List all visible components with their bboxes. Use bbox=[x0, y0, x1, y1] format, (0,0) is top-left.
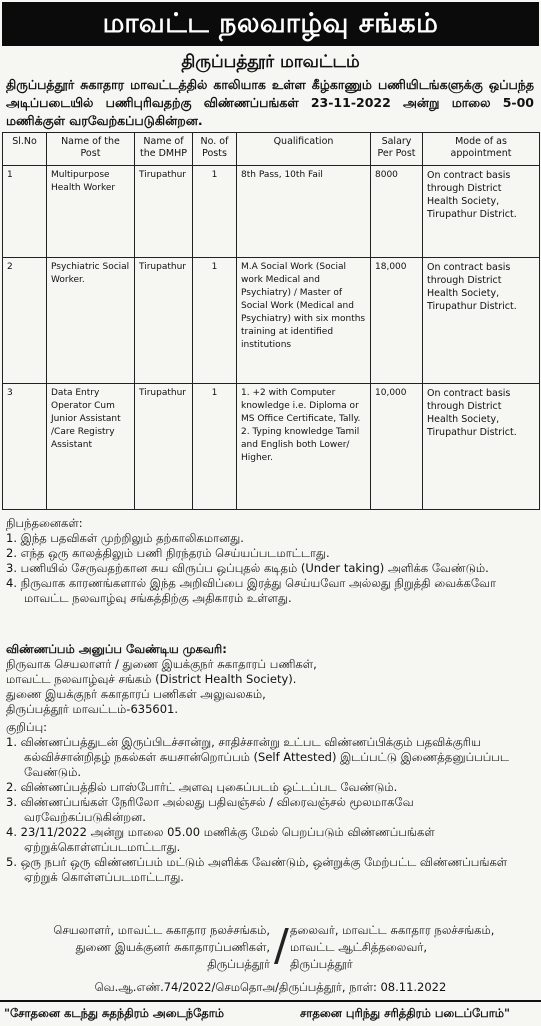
row-mode: On contract basis through District Health Society, Tirupathur District. bbox=[423, 384, 540, 510]
row-post: Multipurpose Health Worker bbox=[47, 166, 135, 258]
row-dmhp: Tirupathur bbox=[135, 258, 193, 384]
note-item: 2. விண்ணப்பத்தில் பாஸ்போர்ட் அளவு புகைப்படம் ஒட்டப்பட வேண்டும். bbox=[6, 780, 398, 794]
conditions-heading: நிபந்தனைகள்: bbox=[6, 516, 83, 530]
note-item: 5. ஒரு நபர் ஒரு விண்ணப்பம் மட்டும் அளிக்க வேண்டும், ஒன்றுக்கு மேற்பட்ட விண்ணப்பங்கள் ஏற்றுக் கொள்ளப்படமாட்டாது. bbox=[6, 855, 508, 884]
address-line: திருப்பத்தூர் மாவட்டம்-635601. bbox=[6, 702, 179, 716]
address-section bbox=[6, 642, 536, 717]
slogan-right: சாதனை புரிந்து சரித்திரம் படைப்போம்" bbox=[300, 1006, 510, 1020]
signature-left-line: துணை இயக்குனர் சுகாதாரப்பணிகள், bbox=[75, 940, 270, 954]
row-dmhp: Tirupathur bbox=[135, 384, 193, 510]
header-slno: Sl.No bbox=[3, 133, 47, 166]
row-posts: 1 bbox=[193, 166, 237, 258]
row-qualification: M.A Social Work (Social work Medical and Psychiatry) / Master of Social Work (Medical and Psychiatry) with six months training at identified institutions bbox=[237, 258, 371, 384]
signature-right-line: மாவட்ட ஆட்சித்தலைவர், bbox=[290, 940, 428, 954]
vacancy-table bbox=[2, 132, 540, 510]
address-line: நிருவாக செயலாளர் / துணை இயக்குநர் சுகாதாரப் பணிகள், bbox=[6, 657, 317, 671]
table-row bbox=[3, 258, 540, 384]
signature-right-line: தலைவர், மாவட்ட சுகாதார நலச்சங்கம், bbox=[290, 923, 495, 937]
row-salary: 8000 bbox=[371, 166, 423, 258]
header-dmhp: Name of the DMHP bbox=[135, 133, 193, 166]
table-header-row bbox=[3, 133, 540, 166]
signature-block bbox=[0, 922, 541, 978]
header-mode: Mode of as appointment bbox=[423, 133, 540, 166]
signature-left bbox=[30, 922, 270, 973]
notice-header bbox=[2, 2, 539, 46]
header-posts: No. of Posts bbox=[193, 133, 237, 166]
note-item: 3. விண்ணப்பங்கள் நேரிலோ அல்லது பதிவஞ்சல் / விரைவஞ்சல் மூலமாகவே வரவேற்கப்படுகின்றன. bbox=[6, 795, 414, 824]
row-slno: 2 bbox=[3, 258, 47, 384]
address-heading: விண்ணப்பம் அனுப்ப வேண்டிய முகவரி: bbox=[6, 642, 227, 656]
header-qualification: Qualification bbox=[237, 133, 371, 166]
signature-left-line: திருப்பத்தூர் bbox=[207, 957, 270, 971]
header-salary: Salary Per Post bbox=[371, 133, 423, 166]
row-slno: 3 bbox=[3, 384, 47, 510]
header-post: Name of the Post bbox=[47, 133, 135, 166]
intro-bold: விண்ணப்பங்கள் bbox=[203, 95, 299, 110]
address-line: துணை இயக்குநர் சுகாதாரப் பணிகள் அலுவலகம், bbox=[6, 687, 266, 701]
row-post: Data Entry Operator Cum Junior Assistant /Care Registry Assistant bbox=[47, 384, 135, 510]
address-line: மாவட்ட நலவாழ்வுச் சங்கம் (District Health Society). bbox=[6, 672, 297, 686]
signature-left-line: செயலாளர், மாவட்ட சுகாதார நலச்சங்கம், bbox=[53, 923, 270, 937]
row-post: Psychiatric Social Worker. bbox=[47, 258, 135, 384]
condition-item: 2. எந்த ஒரு காலத்திலும் பணி நிரந்தரம் செய்யப்படமாட்டாது. bbox=[6, 546, 330, 560]
signature-right bbox=[290, 922, 530, 973]
condition-item: 4. நிருவாக காரணங்களால் இந்த அறிவிப்பை இரத்து செய்யவோ அல்லது நிறுத்தி வைக்கவோ மாவட்ட நலவாழ்வு சங்கத்திற்கு அதிகாரம் உள்ளது. bbox=[6, 576, 497, 605]
signature-right-line: திருப்பத்தூர் bbox=[290, 957, 353, 971]
row-mode: On contract basis through District Health Society, Tirupathur District. bbox=[423, 258, 540, 384]
reference-number: வெ.ஆ.எண்.74/2022/செமதொஅ/திருப்பத்தூர், நாள்: 08.11.2022 bbox=[94, 980, 447, 994]
note-item: 1. விண்ணப்பத்துடன் இருப்பிடச்சான்று, சாதிச்சான்று உட்பட விண்ணப்பிக்கும் பதவிக்குரிய கல்விச்சான்றிதழ் நகல்கள் சுயசான்றொப்பம் (Self Attested) இடப்பட்டு இணைத்தனுப்பப்பட வேண்டும். bbox=[6, 735, 510, 779]
intro-text: திருப்பத்தூர் சுகாதார மாவட்டத்தில் காலியாக உள்ள கீழ்காணும் பணியிடங்களுக்கு ஒப்பந்த அடிப்படையில் பணிபுரிவதற்கு bbox=[6, 77, 534, 110]
intro-text-2: 23-11-2022 அன்று மாலை 5-00 மணிக்குள் வரவேற்கப்படுகின்றன. bbox=[6, 95, 535, 128]
slogan-bar bbox=[0, 1000, 541, 1026]
row-posts: 1 bbox=[193, 384, 237, 510]
conditions-section bbox=[6, 516, 536, 606]
notice-subtitle: திருப்பத்தூர் மாவட்டம் bbox=[181, 52, 360, 72]
row-slno: 1 bbox=[3, 166, 47, 258]
separator-slash: / bbox=[274, 920, 289, 971]
row-salary: 18,000 bbox=[371, 258, 423, 384]
table-row bbox=[3, 384, 540, 510]
note-item: 4. 23/11/2022 அன்று மாலை 05.00 மணிக்கு மேல் பெறப்படும் விண்ணப்பங்கள் ஏற்றுக்கொள்ளப்படமாட்டாது. bbox=[6, 825, 435, 854]
row-qualification bbox=[237, 384, 371, 510]
row-salary: 10,000 bbox=[371, 384, 423, 510]
notice-title: மாவட்ட நலவாழ்வு சங்கம் bbox=[102, 8, 439, 39]
qualification-line-1: 1. +2 with Computer knowledge i.e. Diploma or MS Office Certificate, Tally. bbox=[241, 388, 361, 424]
row-dmhp: Tirupathur bbox=[135, 166, 193, 258]
row-qualification: 8th Pass, 10th Fail bbox=[237, 166, 371, 258]
condition-item: 1. இந்த பதவிகள் முற்றிலும் தற்காலிகமானது. bbox=[6, 531, 244, 545]
notes-heading: குறிப்பு: bbox=[6, 720, 48, 734]
intro-paragraph bbox=[6, 76, 534, 130]
table-row bbox=[3, 166, 540, 258]
row-mode: On contract basis through District Health Society, Tirupathur District. bbox=[423, 166, 540, 258]
slogan-left: "சோதனை கடந்து சுதந்திரம் அடைந்தோம் bbox=[4, 1006, 225, 1020]
notes-section bbox=[6, 720, 536, 885]
qualification-line-2: 2. Typing knowledge Tamil and English both Lower/ Higher. bbox=[241, 427, 360, 463]
condition-item: 3. பணியில் சேருவதற்கான சுய விருப்ப ஒப்புதல் கடிதம் (Under taking) அளிக்க வேண்டும். bbox=[6, 561, 489, 575]
row-posts: 1 bbox=[193, 258, 237, 384]
